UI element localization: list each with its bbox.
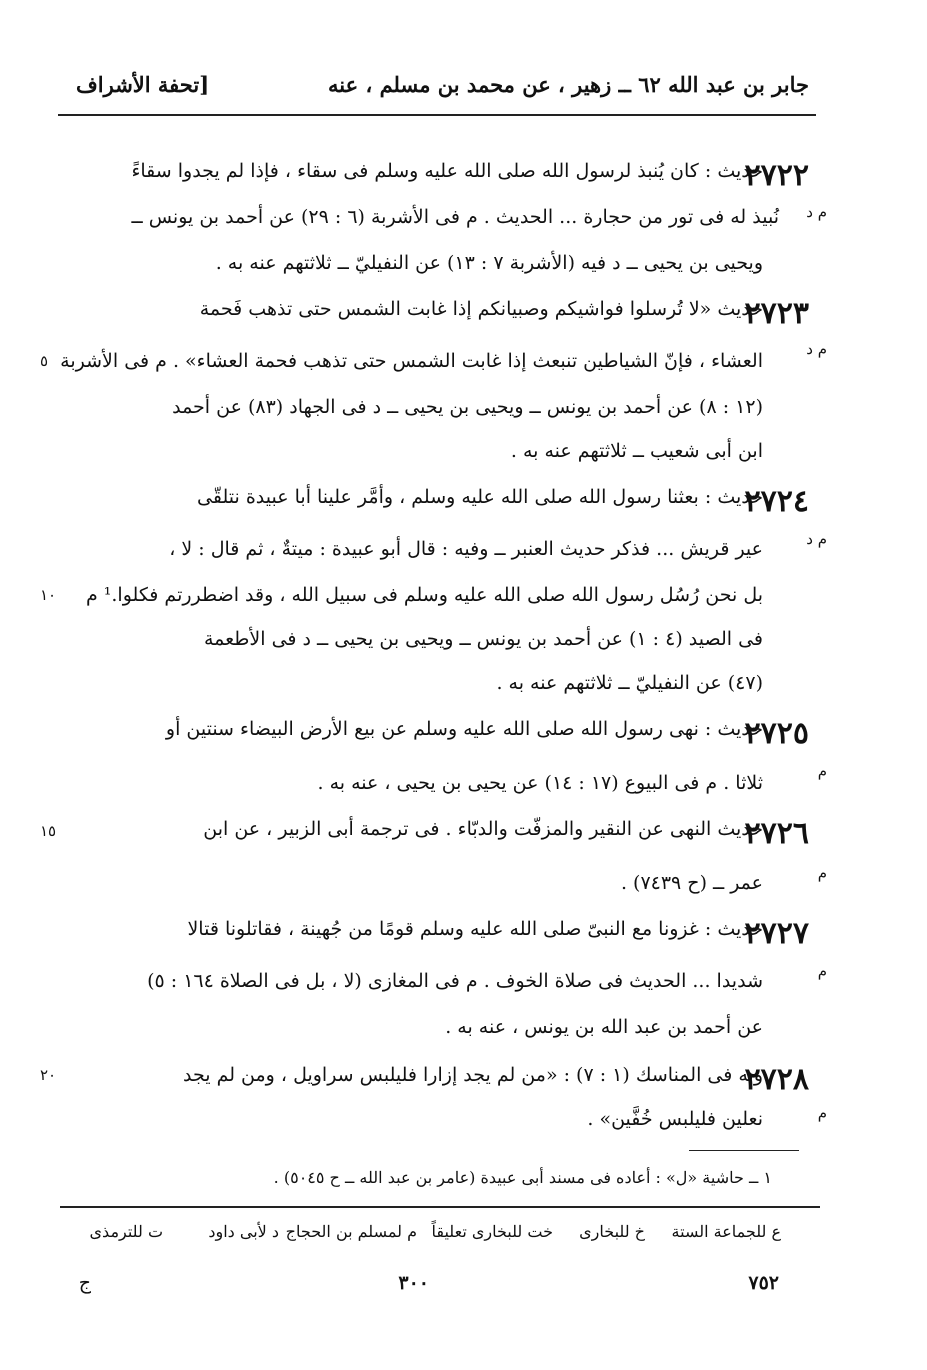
hadith-number: ٢٧٢٧ bbox=[744, 916, 809, 951]
hadith-text-line: حديث : كان يُنبذ لرسول الله صلى الله عليه وسلم فى سقاء ، فإذا لم يجدوا سقاءً bbox=[131, 160, 763, 182]
source-sigla: م د bbox=[806, 203, 827, 221]
source-sigla: م bbox=[817, 962, 827, 980]
source-sigla: م bbox=[817, 864, 827, 882]
line-number: ٢٠ bbox=[40, 1066, 57, 1084]
hadith-text-line: عير قريش ... فذكر حديث العنبر ــ وفيه : قال أبو عبيدة : ميتةٌ ، ثم قال : لا ، bbox=[169, 538, 763, 560]
hadith-text-line: فى الصيد (٤ : ١) عن أحمد بن يونس ــ ويحيى بن يحيى ــ د فى الأطعمة bbox=[203, 628, 763, 650]
line-number: ٥ bbox=[40, 352, 49, 370]
header-rule bbox=[58, 114, 816, 116]
hadith-text-line: حديث : غزونا مع النبىّ صلى الله عليه وسلم قومًا من جُهينة ، فقاتلونا قتالا bbox=[187, 918, 763, 940]
hadith-number: ٢٧٢٦ bbox=[744, 816, 809, 851]
line-number: ١٠ bbox=[40, 586, 57, 604]
hadith-text-line: (٤٧) عن النفيليّ ــ ثلاثتهم عنه به . bbox=[496, 672, 763, 694]
hadith-text-line: حديث : بعثنا رسول الله صلى الله عليه وسلم ، وأمَّر علينا أبا عبيدة نتلقّى bbox=[197, 486, 763, 508]
running-header: جابر بن عبد الله ٦٢ ــ زهير ، عن محمد بن مسلم ، عنه bbox=[328, 72, 809, 97]
legend-item: م لمسلم بن الحجاج bbox=[285, 1222, 417, 1241]
hadith-text-line: بل نحن رُسُل رسول الله صلى الله عليه وسلم فى سبيل الله ، وقد اضطررتم فكلوا.¹ م bbox=[85, 584, 763, 606]
hadith-text-line: ابن أبى شعيب ــ ثلاثتهم عنه به . bbox=[510, 440, 763, 462]
source-sigla: م bbox=[817, 1104, 827, 1122]
hadith-text-line: عمر ــ (ح ٧٤٣٩) . bbox=[620, 872, 763, 894]
legend-rule bbox=[60, 1206, 820, 1208]
book-title-header: [تحفة الأشراف bbox=[76, 72, 210, 97]
line-number: ١٥ bbox=[40, 822, 57, 840]
legend-item: ع للجماعة الستة bbox=[671, 1222, 781, 1241]
hadith-text-line: العشاء ، فإنّ الشياطين تنبعث إذا غابت الشمس حتى تذهب فحمة العشاء» . م فى الأشربة bbox=[60, 350, 763, 372]
hadith-text-line: حديث النهى عن النقير والمزفّت والدبّاء . فى ترجمة أبى الزبير ، عن ابن bbox=[203, 818, 763, 840]
hadith-text-line: (١٢ : ٨) عن أحمد بن يونس ــ ويحيى بن يحيى ــ د فى الجهاد (٨٣) عن أحمد bbox=[172, 396, 763, 418]
legend-item: د لأبى داود bbox=[208, 1222, 279, 1241]
legend-item: ت للترمذى bbox=[89, 1222, 163, 1241]
volume-letter: ج bbox=[78, 1272, 91, 1294]
hadith-number: ٢٧٢٢ bbox=[744, 158, 809, 193]
page-number: ٧٥٢ bbox=[748, 1272, 779, 1294]
source-sigla: م د bbox=[806, 340, 827, 358]
hadith-text-line: ثلاثا . م فى البيوع (١٧ : ١٤) عن يحيى بن يحيى ، عنه به . bbox=[317, 772, 763, 794]
hadith-number: ٢٧٢٥ bbox=[744, 716, 809, 751]
hadith-number: ٢٧٢٤ bbox=[744, 484, 809, 519]
hadith-text-line: شديدا ... الحديث فى صلاة الخوف . م فى المغازى (لا ، بل فى الصلاة ١٦٤ : ٥) bbox=[147, 970, 763, 992]
source-sigla: م د bbox=[806, 530, 827, 548]
hadith-text-line: نعلين فليلبس خُفَّين» . bbox=[587, 1108, 763, 1130]
hadith-number: ٢٧٢٣ bbox=[744, 296, 809, 331]
hadith-text-line: ويحيى بن يحيى ــ د فيه (الأشربة ٧ : ١٣) عن النفيليّ ــ ثلاثتهم عنه به . bbox=[215, 252, 763, 274]
footnote-rule bbox=[689, 1150, 799, 1151]
volume-page-number: ٣٠٠ bbox=[398, 1272, 429, 1294]
legend-item: خ للبخارى bbox=[579, 1222, 645, 1241]
footnote: ١ ــ حاشية «ل» : أعاده فى مسند أبى عبيدة (عامر بن عبد الله ــ ح ٥٠٤٥) . bbox=[273, 1168, 772, 1187]
hadith-text-line: حديث : نهى رسول الله صلى الله عليه وسلم عن بيع الأرض البيضاء سنتين أو bbox=[165, 718, 763, 740]
hadith-number: ٢٧٢٨ bbox=[744, 1062, 809, 1097]
source-sigla: م bbox=[817, 762, 827, 780]
hadith-text-line: عن أحمد بن عبد الله بن يونس ، عنه به . bbox=[445, 1016, 763, 1038]
hadith-text-line: نُبيذ له فى تور من حجارة ... الحديث . م فى الأشربة (٦ : ٢٩) عن أحمد بن يونس ــ bbox=[131, 206, 779, 228]
hadith-text-line: وبه فى المناسك (١ : ٧) : «من لم يجد إزارا فليلبس سراويل ، ومن لم يجد bbox=[183, 1064, 763, 1086]
hadith-text-line: حديث «لا تُرسلوا فواشيكم وصبيانكم إذا غابت الشمس حتى تذهب فَحمة bbox=[199, 298, 763, 320]
legend-item: خت للبخارى تعليقاً bbox=[431, 1222, 553, 1241]
